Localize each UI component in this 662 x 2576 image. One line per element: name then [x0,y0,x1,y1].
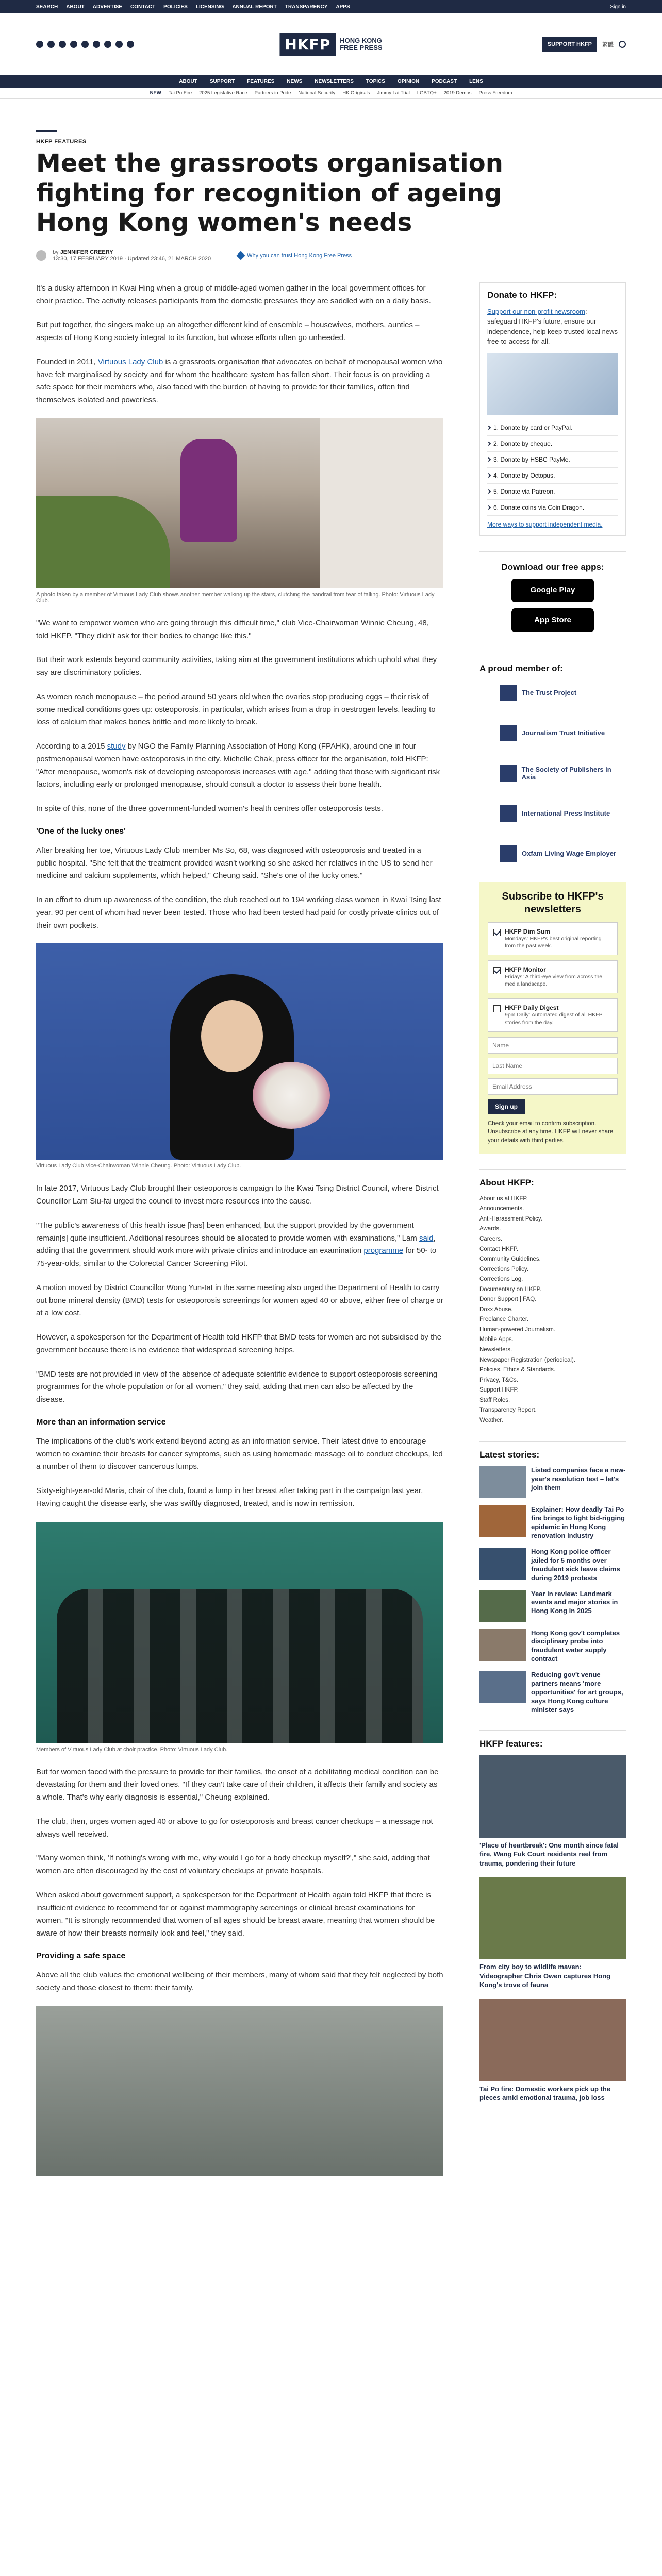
site-header [0,13,662,75]
chevron-right-icon [487,505,491,510]
newsletter-title: Subscribe to HKFP's newsletters [502,890,604,915]
sidebar [479,282,626,2190]
about-link[interactable]: Doxx Abuse. [479,1306,513,1313]
signup-button[interactable]: Sign up [488,1099,525,1114]
story-title[interactable]: Reducing gov't venue partners means 'more opportunities' for art groups, says Hong Kong culture minister says [531,1671,623,1714]
kicker-rule [36,130,57,132]
about-title: About HKFP: [479,1177,534,1188]
donate-title: Donate to HKFP: [487,290,557,300]
new-badge: NEW [150,90,161,96]
story-title[interactable]: Hong Kong police officer jailed for 5 months over fraudulent sick leave claims during 2019 protests [531,1547,620,1582]
paragraph: The implications of the club's work extend beyond acting as an information service. Their latest drive to encourage women to examine their breasts for cancer symptoms, such as using homemade massage oil to conduct checkups, led a number of them to discover cancerous lumps. [36,1436,443,1471]
paragraph: In spite of this, none of the three government-funded women's health centres offer osteoporosis tests. [36,804,383,814]
threads-icon[interactable] [115,41,123,48]
feature-story[interactable] [479,1877,626,1990]
byline [36,249,626,262]
photo-caption: A photo taken by a member of Virtuous Lady Club shows another member walking up the stairs, clutching the handrail from fear of falling. Photo: Virtuous Lady Club. [36,591,435,604]
section-heading: Providing a safe space [36,1951,126,1960]
paragraph: Founded in 2011, Virtuous Lady Club is a grassroots organisation that advocates on behalf of menopausal women who have felt marginalised by society and for whom the healthcare system has fallen short. Their focus is on providing a safe space for their members who, also faced with the burden of having to provide for their families, often find themselves isolated and powerless. [36,357,443,405]
about-link[interactable]: Donor Support | FAQ. [479,1296,537,1303]
paragraph: In an effort to drum up awareness of the condition, the club reached out to 194 working class women in Kwai Tsing last year. 90 per cent of whom had never been tested. Those who had been tested had paid for costly private clinics out of their own pockets. [36,895,441,930]
story-thumbnail[interactable] [479,1629,526,1661]
trust-icon [237,251,245,260]
about-link[interactable]: Policies, Ethics & Standards. [479,1367,556,1374]
about-link[interactable]: Privacy, T&Cs. [479,1377,518,1383]
trending-link[interactable]: Jimmy Lai Trial [377,90,410,96]
paragraph: "The public's awareness of this health issue [has] been enhanced, but the support provided by the government remain[s] quite insufficient. Additional resources should be allocated to provide women with examinations," Lam said, adding that the government should work more with private clinics and introduce an examination programme for 50- to 75-year-olds, similar to the Colorectal Cancer Screening Pilot. [36,1221,437,1268]
paragraph: However, a spokesperson for the Department of Health told HKFP that BMD tests for women are not subsidised by the government because there is no evidence that widespread screening helps. [36,1333,441,1354]
feature-title[interactable]: 'Place of heartbreak': One month since fatal fire, Wang Fuk Court residents reel from trauma, pondering their future [479,1841,619,1867]
trending-link[interactable]: 2025 Legislative Race [199,90,247,96]
article-headline: Meet the grassroots organisation fighting for recognition of ageing Hong Kong women's needs [36,149,503,238]
about-link[interactable]: Freelance Charter. [479,1316,529,1323]
paragraph: As women reach menopause – the period around 50 years old when the ovaries stop producing eggs – their risk of some medical conditions goes up: osteoporosis, in particular, which arises from a drop in oestrogen levels, leading to loss of calcium that makes bones brittle and more likely to break. [36,692,436,727]
about-link[interactable]: Transparency Report. [479,1407,537,1414]
features-title: HKFP features: [479,1738,543,1749]
nav-newsletters[interactable]: NEWSLETTERS [315,78,354,84]
paragraph: In late 2017, Virtuous Lady Club brought their osteoporosis campaign to the Kwai Tsing District Council, where District Councillor Lam Siu-fai urged the council to invest more resources into the cause. [36,1184,439,1206]
chevron-right-icon [487,442,491,446]
top-link-apps[interactable]: APPS [336,4,350,10]
story-thumbnail[interactable] [479,1671,526,1703]
feature-thumbnail[interactable] [479,1755,626,1838]
newsletter-checkbox[interactable] [493,929,501,936]
paragraph: According to a 2015 study by NGO the Family Planning Association of Hong Kong (FPAHK), around one in four postmenopausal women have osteoporosis in the city. Michelle Chak, press officer for the organisation, told HKFP: "After menopause, women's risk of developing osteoporosis increases with age," adding that those with significant risk factors, including early or prolonged menopause, should consult a doctor to assess their bone health. [36,742,440,789]
donate-option[interactable]: 3. Donate by HSBC PayMe. [487,452,618,468]
chevron-right-icon [487,457,491,462]
trending-link[interactable]: HK Originals [342,90,370,96]
story-title[interactable]: Listed companies face a new-year's resolution test – let's join them [531,1466,626,1492]
author-avatar [36,250,46,261]
paragraph: "Many women think, 'If nothing's wrong with me, why would I go for a body checkup myself?'," she said, adding that women are often discouraged by the cost of voluntary checkups at private hospitals. [36,1854,430,1876]
trending-link[interactable]: 2019 Demos [443,90,472,96]
chevron-right-icon [487,489,491,494]
story-title[interactable]: Hong Kong gov't completes disciplinary probe into fraudulent water supply contract [531,1629,620,1663]
about-link[interactable]: Human-powered Journalism. [479,1326,556,1333]
trending-bar [0,88,662,99]
paragraph: But their work extends beyond community activities, taking aim at the government institutions which uphold what they say are discriminatory policies. [36,655,437,677]
email-field[interactable] [488,1078,618,1095]
site-logo[interactable] [279,33,382,56]
oxfam-logo[interactable]: Oxfam Living Wage Employer [479,841,626,867]
paragraph: "BMD tests are not provided in view of the absence of adequate scientific evidence to support osteoporosis screening programmes for the whole population or for all women," they said, adding that men can also be affected by the disease. [36,1369,438,1404]
about-link[interactable]: About us at HKFP. [479,1195,528,1202]
about-link[interactable]: Documentary on HKFP. [479,1286,541,1293]
section-heading: More than an information service [36,1417,166,1427]
paragraph: A motion moved by District Councillor Wong Yun-tat in the same meeting also urged the Department of Health to carry out bone mineral density (BMD) tests for osteoporosis screenings for women aged 40 or above, either free of charge or at a low cost. [36,1283,443,1318]
logo-wordmark: HONG KONG FREE PRESS [340,36,383,52]
trust-project-logo[interactable]: The Trust Project [479,680,626,706]
paragraph: It's a dusky afternoon in Kwai Hing when a group of middle-aged women gather in the local government offices for choir practice. The activity releases participants from the domestic pressures they are saddled with on a daily basis. [36,283,431,306]
feature-thumbnail[interactable] [479,1877,626,1959]
winnie-cheung-photo [36,943,443,1160]
donate-widget: Donate to HKFP: Support our non-profit newsroom: safeguard HKFP's future, ensure our independence, help keep trusted local news free-to-access for all. 1. Donate by card or PayPal. 2. Donate by cheque. 3. Donate by HSBC PayMe. 4. Donate by Octopus. 5. Donate via Patreon. 6. Donate coins via Coin Dragon. More ways to support independent media. [479,282,626,536]
whatsapp-icon[interactable] [104,41,111,48]
stairs-photo [36,418,443,588]
main-nav [0,75,662,88]
about-link[interactable]: Staff Roles. [479,1397,510,1403]
about-link[interactable]: Community Guidelines. [479,1256,541,1263]
club-photo [36,2006,443,2176]
trending-link[interactable]: Press Freedom [478,90,512,96]
nav-topics[interactable]: TOPICS [366,78,385,84]
said-link[interactable]: said [419,1233,434,1243]
byline-prefix: by [53,249,59,256]
virtuous-lady-club-link[interactable]: Virtuous Lady Club [97,357,163,366]
more-ways-link[interactable]: More ways to support independent media. [487,520,603,528]
about-link[interactable]: Announcements. [479,1206,524,1212]
about-link[interactable]: Newsletters. [479,1347,512,1353]
newsletter-option[interactable]: HKFP Daily Digest 9pm Daily: Automated digest of all HKFP stories from the day. [488,998,618,1031]
nav-podcast[interactable]: PODCAST [432,78,457,84]
latest-story[interactable] [479,1671,626,1714]
about-link[interactable]: Anti-Harassment Policy. [479,1215,542,1222]
article-figure [36,943,443,1169]
rss-icon[interactable] [127,41,134,48]
article-figure [36,2006,443,2176]
top-link-advertise[interactable]: ADVERTISE [92,4,123,10]
support-hkfp-button[interactable]: SUPPORT HKFP [542,37,597,52]
photo-caption: Members of Virtuous Lady Club at choir practice. Photo: Virtuous Lady Club. [36,1746,228,1753]
study-link[interactable]: study [107,742,126,751]
nav-opinion[interactable]: OPINION [397,78,420,84]
story-thumbnail[interactable] [479,1590,526,1622]
trending-link[interactable]: LGBTQ+ [417,90,437,96]
about-link[interactable]: Corrections Policy. [479,1266,529,1273]
language-switch[interactable]: 繁體 [602,42,614,48]
chevron-right-icon [487,426,491,430]
about-link[interactable]: Careers. [479,1236,503,1243]
paragraph: The club, then, urges women aged 40 or above to go for osteoporosis and breast cancer checkups – a message not always well received. [36,1817,433,1839]
sopa-logo[interactable]: The Society of Publishers in Asia [479,760,626,786]
paragraph: Above all the club values the emotional wellbeing of their members, many of whom said that they felt neglected by both society and those closest to them: their family. [36,1970,443,1992]
trending-link[interactable]: Partners in Pride [254,90,291,96]
story-thumbnail[interactable] [479,1548,526,1580]
apps-title: Download our free apps: [501,562,604,572]
feature-title[interactable]: From city boy to wildlife maven: Videographer Chris Owen captures Hong Kong's trove of fauna [479,1963,611,1989]
article-figure [36,418,443,604]
nav-about[interactable]: ABOUT [179,78,197,84]
linkedin-icon[interactable] [81,41,89,48]
story-thumbnail[interactable] [479,1505,526,1537]
top-link-about[interactable]: ABOUT [66,4,85,10]
latest-story[interactable] [479,1466,626,1498]
article-category[interactable]: HKFP FEATURES [36,139,87,145]
about-link[interactable]: Contact HKFP. [479,1246,519,1252]
newsletter-widget [479,882,626,1154]
logo-mark: HKFP [279,33,336,56]
donate-image [487,353,618,415]
features-widget [479,1730,626,2103]
about-link[interactable]: Support HKFP. [479,1387,519,1394]
instagram-icon[interactable] [59,41,66,48]
nav-news[interactable]: NEWS [287,78,303,84]
member-title: A proud member of: [479,663,563,673]
top-link-annual-report[interactable]: ANNUAL REPORT [232,4,277,10]
latest-story[interactable] [479,1629,626,1664]
membership-widget [479,653,626,867]
about-link[interactable]: Newspaper Registration (periodical). [479,1357,575,1363]
donate-option[interactable]: 1. Donate by card or PayPal. [487,420,618,436]
twitter-icon[interactable] [47,41,55,48]
top-link-contact[interactable]: CONTACT [130,4,156,10]
newsletter-checkbox[interactable] [493,1005,501,1012]
sign-in-link[interactable]: Sign in [610,4,626,10]
donate-option[interactable]: 5. Donate via Patreon. [487,484,618,500]
programme-link[interactable]: programme [363,1246,404,1256]
chevron-right-icon [487,473,491,478]
latest-stories-widget [479,1441,626,1714]
trending-link[interactable]: National Security [298,90,336,96]
newsletter-note: Check your email to confirm subscription. Unsubscribe at any time. HKFP will never share your details with third parties. [488,1120,614,1144]
apps-widget [479,551,626,632]
trust-link-label: Why you can trust Hong Kong Free Press [247,252,352,259]
utility-bar [0,0,662,13]
nav-features[interactable]: FEATURES [247,78,275,84]
telegram-icon[interactable] [93,41,100,48]
paragraph: When asked about government support, a spokesperson for the Department of Health again told HKFP that there is insufficient evidence to recommend for or against mammography screenings or clinical breast examinations for women. "It is strongly recommended that women of all ages should be breast aware, meaning that women should be aware of how their breasts normally look and feel," they said. [36,1890,435,1938]
feature-title[interactable]: Tai Po fire: Domestic workers pick up the pieces amid emotional trauma, job loss [479,2084,611,2102]
app-store-button[interactable]: App Store [511,608,594,632]
article-body [36,282,443,2190]
paragraph: After breaking her toe, Virtuous Lady Club member Ms So, 68, was diagnosed with osteoporosis and treated in a public hospital. "She felt that the treatment provided wasn't working so she asked her relatives in the US to send her medicine and calcium supplements, which helped," Cheung said. "She's one of the lucky ones." [36,845,433,880]
social-links [36,41,134,48]
donate-option[interactable]: 6. Donate coins via Coin Dragon. [487,500,618,516]
latest-story[interactable] [479,1548,626,1583]
feature-story[interactable] [479,1755,626,1868]
about-link[interactable]: Corrections Log. [479,1276,523,1283]
author-name[interactable]: JENNIFER CREERY [60,249,113,256]
facebook-icon[interactable] [36,41,43,48]
newsletter-option[interactable]: HKFP Dim Sum Mondays: HKFP's best original reporting from the past week. [488,922,618,955]
trending-link[interactable]: Tai Po Fire [168,90,192,96]
youtube-icon[interactable] [70,41,77,48]
feature-thumbnail[interactable] [479,1999,626,2081]
search-icon[interactable] [619,41,626,48]
ipi-logo[interactable]: International Press Institute [479,801,626,826]
name-field[interactable] [488,1037,618,1054]
latest-title: Latest stories: [479,1450,540,1460]
top-search-link[interactable]: SEARCH [36,4,58,10]
newsletter-option[interactable]: HKFP Monitor Fridays: A third-eye view from across the media landscape. [488,960,618,993]
trust-link[interactable] [238,252,352,259]
donate-option[interactable]: 4. Donate by Octopus. [487,468,618,484]
nav-lens[interactable]: LENS [469,78,483,84]
paragraph: But for women faced with the pressure to provide for their families, the onset of a debilitating medical condition can be devastating for them and their loved ones. "If they can't take care of their children, it affects their family and society as a whole. That's why early diagnosis is essential," Cheung explained. [36,1767,439,1802]
support-newsroom-link[interactable]: Support our non-profit newsroom [487,307,586,315]
latest-story[interactable] [479,1505,626,1540]
section-heading: 'One of the lucky ones' [36,826,126,836]
story-title[interactable]: Explainer: How deadly Tai Po fire brings to light bid-rigging epidemic in Hong Kong renovation industry [531,1505,625,1540]
newsletter-checkbox[interactable] [493,967,501,974]
story-title[interactable]: Year in review: Landmark events and major stories in Hong Kong in 2025 [531,1589,618,1615]
about-link[interactable]: Weather. [479,1417,503,1423]
photo-caption: Virtuous Lady Club Vice-Chairwoman Winnie Cheung. Photo: Virtuous Lady Club. [36,1163,241,1170]
paragraph: "We want to empower women who are going through this difficult time," club Vice-Chairwoman Winnie Cheung, 48, told HKFP. "They didn't ask for their bodies to change like this." [36,618,429,640]
about-link[interactable]: Awards. [479,1226,501,1232]
choir-group-photo [36,1522,443,1743]
last-name-field[interactable] [488,1058,618,1074]
top-link-policies[interactable]: POLICIES [163,4,188,10]
top-link-licensing[interactable]: LICENSING [195,4,224,10]
about-widget [479,1169,626,1426]
paragraph: But put together, the singers make up an altogether different kind of ensemble – housewives, mothers, aunties – aspects of Hong Kong society integral to its function, but whose efforts often go unheeded. [36,320,420,343]
article-figure [36,1522,443,1753]
story-thumbnail[interactable] [479,1466,526,1498]
article-dateline: 13:30, 17 FEBRUARY 2019 · Updated 23:46, 21 MARCH 2020 [53,255,211,262]
latest-story[interactable] [479,1590,626,1622]
top-link-transparency[interactable]: TRANSPARENCY [285,4,328,10]
jti-logo[interactable]: Journalism Trust Initiative [479,720,626,746]
paragraph: Sixty-eight-year-old Maria, chair of the club, found a lump in her breast after taking part in the campaign last year. Having caught the disease early, she was swiftly diagnosed, treated, and is now in remission. [36,1486,423,1508]
feature-story[interactable] [479,1999,626,2103]
donate-option[interactable]: 2. Donate by cheque. [487,436,618,452]
nav-support[interactable]: SUPPORT [209,78,235,84]
about-link[interactable]: Mobile Apps. [479,1336,514,1343]
google-play-button[interactable]: Google Play [511,579,594,602]
